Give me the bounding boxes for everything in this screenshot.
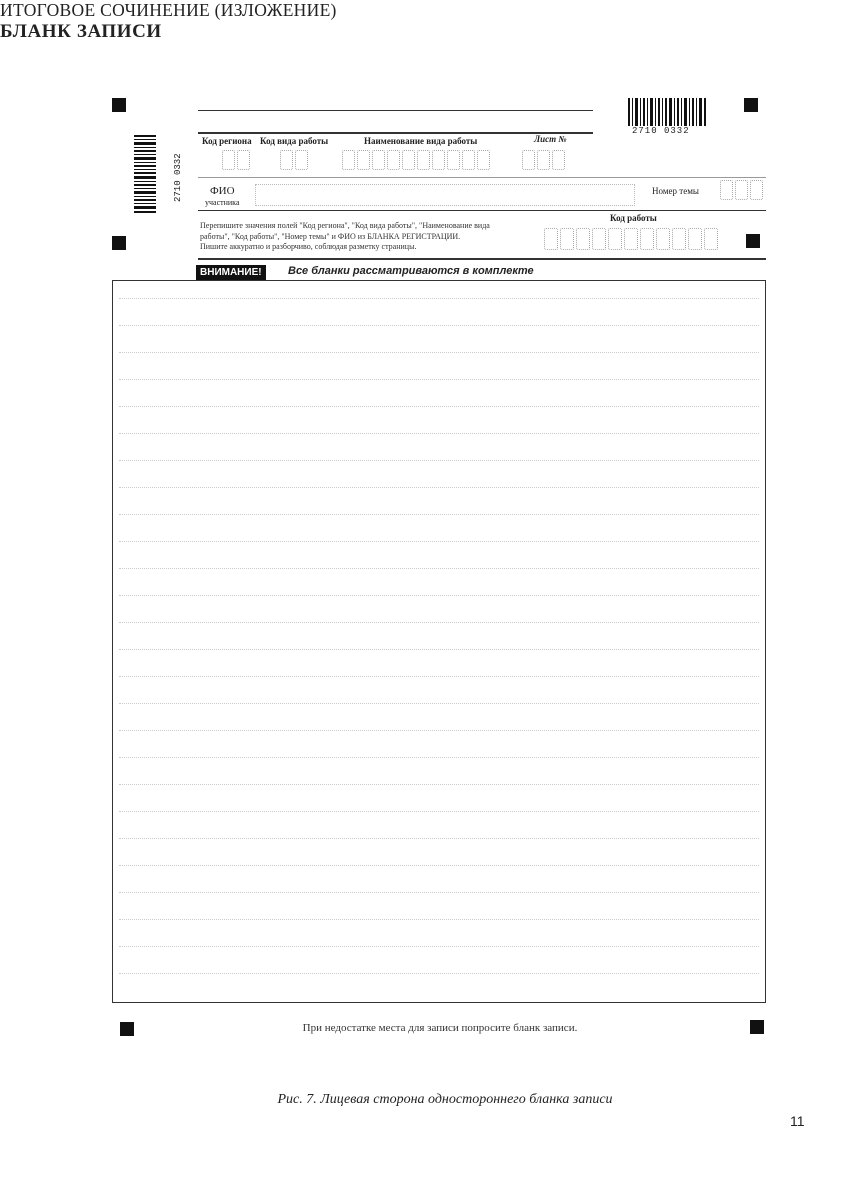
char-cell[interactable]	[462, 150, 475, 170]
instructions-line-3: Пишите аккуратно и разборчиво, соблюдая разметку страницы.	[200, 242, 417, 251]
ruled-line	[119, 622, 759, 623]
topic-number-label: Номер темы	[652, 186, 699, 196]
ruled-line	[119, 568, 759, 569]
digit-cell[interactable]	[720, 180, 733, 200]
digit-cell[interactable]	[608, 228, 622, 250]
instructions-divider	[198, 258, 766, 260]
ruled-line	[119, 460, 759, 461]
char-cell[interactable]	[417, 150, 430, 170]
ruled-line	[119, 757, 759, 758]
barcode-number: 2710 0332	[632, 126, 690, 136]
title-divider	[198, 110, 593, 111]
fio-field[interactable]	[255, 184, 635, 206]
digit-cell[interactable]	[544, 228, 558, 250]
warning-text: Все бланки рассматриваются в комплекте	[288, 265, 534, 277]
work-code-field[interactable]	[544, 228, 718, 250]
work-type-name-field[interactable]	[342, 150, 490, 170]
digit-cell[interactable]	[656, 228, 670, 250]
digit-cell[interactable]	[640, 228, 654, 250]
writing-area[interactable]	[112, 280, 766, 1003]
char-cell[interactable]	[372, 150, 385, 170]
page-number: 11	[790, 1113, 805, 1129]
instructions-line-2: работы", "Код работы", "Номер темы" и ФИО из БЛАНКА РЕГИСТРАЦИИ.	[200, 231, 461, 241]
alignment-marker-top-right	[744, 98, 758, 112]
region-code-field[interactable]	[222, 150, 250, 170]
vertical-barcode	[134, 135, 183, 215]
ruled-line	[119, 865, 759, 866]
ruled-line	[119, 946, 759, 947]
char-cell[interactable]	[447, 150, 460, 170]
char-cell[interactable]	[342, 150, 355, 170]
digit-cell[interactable]	[552, 150, 565, 170]
alignment-marker-top-left	[112, 98, 126, 112]
digit-cell[interactable]	[522, 150, 535, 170]
char-cell[interactable]	[432, 150, 445, 170]
region-code-label: Код региона	[202, 136, 252, 146]
fio-label-sub: участника	[205, 198, 240, 207]
topic-number-field[interactable]	[720, 180, 763, 200]
instructions-line-1: Перепишите значения полей "Код региона", "Код вида работы", "Наименование вида	[200, 221, 490, 230]
digit-cell[interactable]	[750, 180, 763, 200]
ruled-line	[119, 811, 759, 812]
ruled-line	[119, 838, 759, 839]
vertical-barcode-number: 2710 0332	[173, 153, 183, 202]
ruled-line	[119, 406, 759, 407]
ruled-line	[119, 703, 759, 704]
char-cell[interactable]	[402, 150, 415, 170]
alignment-marker-mid-right	[746, 234, 760, 248]
sheet-number-field[interactable]	[522, 150, 565, 170]
instructions	[200, 221, 540, 253]
digit-cell[interactable]	[704, 228, 718, 250]
ruled-line	[119, 892, 759, 893]
ruled-line	[119, 919, 759, 920]
alignment-marker-mid-left	[112, 236, 126, 250]
work-type-code-label: Код вида работы	[260, 136, 329, 146]
ruled-line	[119, 352, 759, 353]
digit-cell[interactable]	[222, 150, 235, 170]
warning-badge: ВНИМАНИЕ!	[196, 265, 266, 281]
fio-label-main: ФИО	[209, 185, 235, 197]
sheet-number-label: Лист №	[534, 134, 567, 144]
ruled-line	[119, 595, 759, 596]
ruled-line	[119, 541, 759, 542]
digit-cell[interactable]	[537, 150, 550, 170]
digit-cell[interactable]	[237, 150, 250, 170]
ruled-line	[119, 298, 759, 299]
ruled-line	[119, 784, 759, 785]
fio-label	[205, 186, 240, 208]
form-subtitle: БЛАНК ЗАПИСИ	[0, 21, 162, 42]
ruled-line	[119, 379, 759, 380]
ruled-line	[119, 325, 759, 326]
ruled-line	[119, 514, 759, 515]
ruled-line	[119, 730, 759, 731]
char-cell[interactable]	[477, 150, 490, 170]
ruled-line	[119, 973, 759, 974]
work-type-code-field[interactable]	[280, 150, 308, 170]
fio-divider	[198, 210, 766, 211]
digit-cell[interactable]	[672, 228, 686, 250]
figure-caption: Рис. 7. Лицевая сторона одностороннего бланка записи	[277, 1092, 613, 1107]
ruled-line	[119, 487, 759, 488]
work-type-name-label: Наименование вида работы	[364, 136, 478, 146]
ruled-line	[119, 433, 759, 434]
footer-note: При недостатке места для записи попросите бланк записи.	[302, 1022, 578, 1034]
char-cell[interactable]	[357, 150, 370, 170]
work-code-label: Код работы	[610, 213, 657, 223]
form-title: ИТОГОВОЕ СОЧИНЕНИЕ (ИЗЛОЖЕНИЕ)	[0, 0, 337, 20]
digit-cell[interactable]	[688, 228, 702, 250]
digit-cell[interactable]	[280, 150, 293, 170]
char-cell[interactable]	[387, 150, 400, 170]
ruled-line	[119, 676, 759, 677]
digit-cell[interactable]	[295, 150, 308, 170]
header-divider	[198, 177, 766, 178]
digit-cell[interactable]	[624, 228, 638, 250]
ruled-line	[119, 649, 759, 650]
digit-cell[interactable]	[592, 228, 606, 250]
digit-cell[interactable]	[560, 228, 574, 250]
digit-cell[interactable]	[576, 228, 590, 250]
digit-cell[interactable]	[735, 180, 748, 200]
barcode	[628, 98, 708, 136]
